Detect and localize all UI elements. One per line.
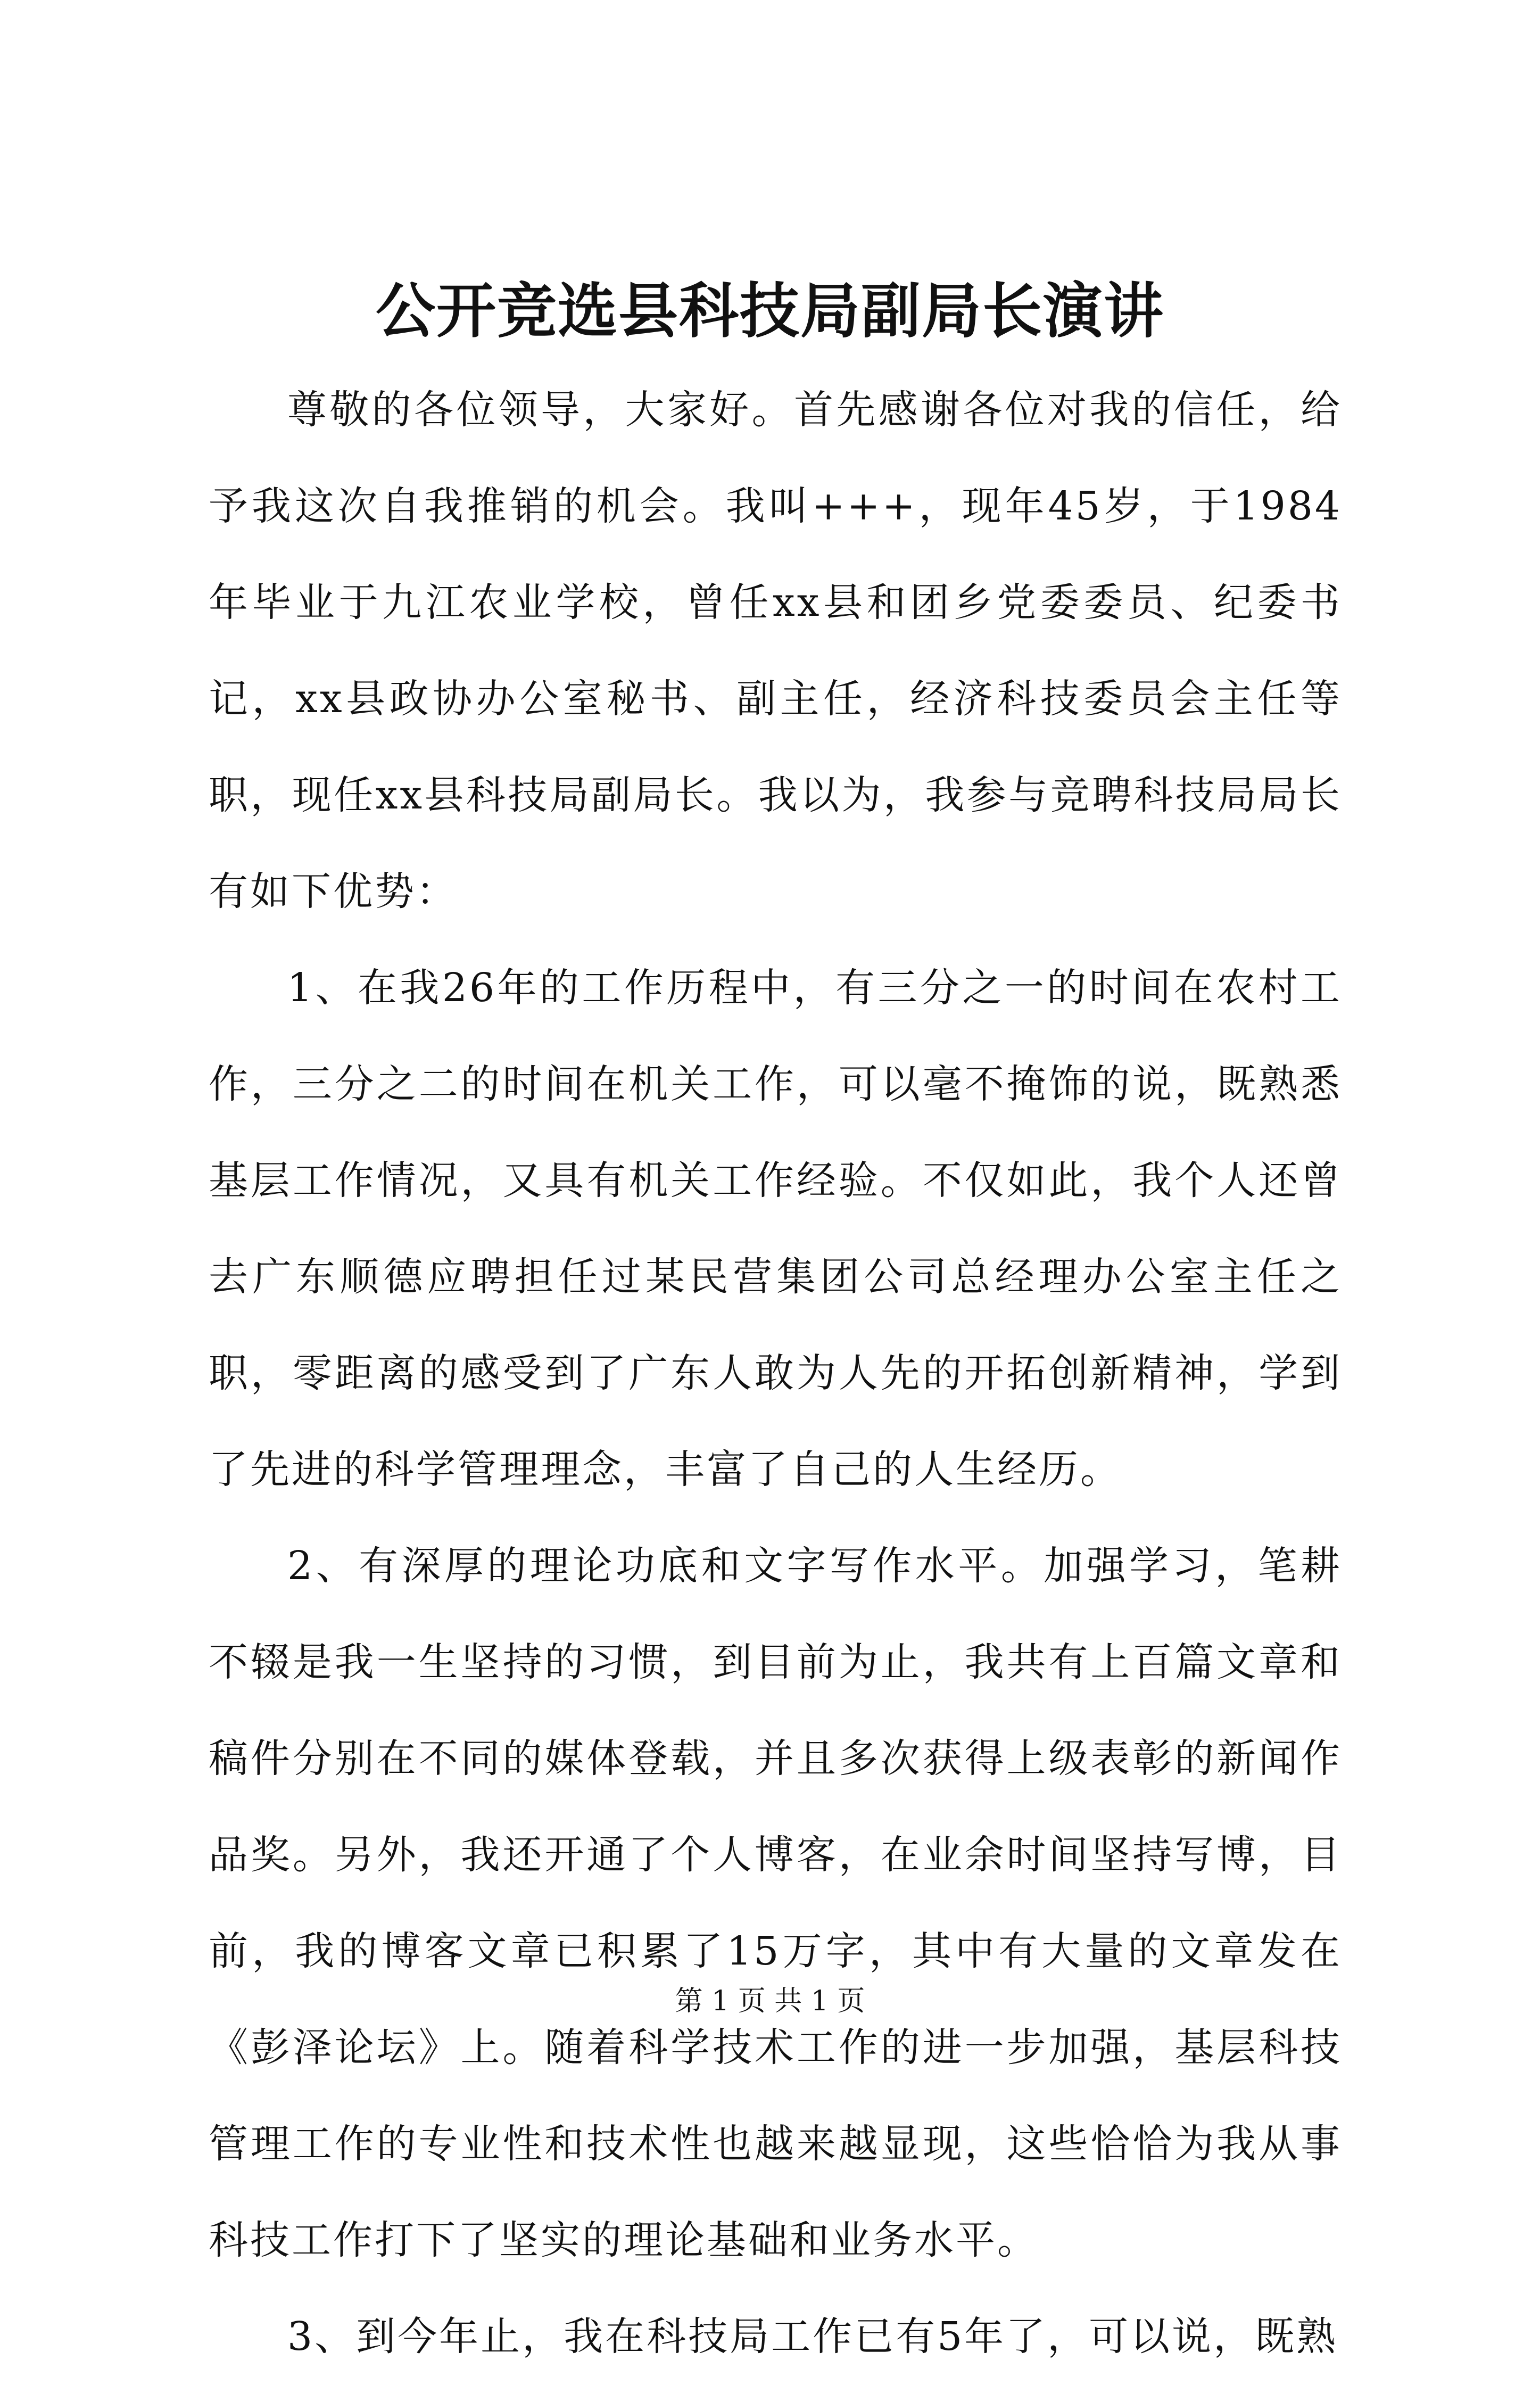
paragraph-point-3: 3、到今年止，我在科技局工作已有5年了，可以说，既熟 xyxy=(287,2314,1338,2359)
paragraph-point-2: 2、有深厚的理论功底和文字写作水平。加强学习，笔耕不辍是我一生坚持的习惯，到目前为止，我共有上百篇文章和稿件分别在不同的媒体登载，并且多次获得上级表彰的新闻作品奖。另外，我还开通了个人博客，在业余时间坚持写博，目前，我的博客文章已积累了15万字，其中有大量的文章发在《彭泽论坛》上。随着科学技术工作的进一步加强，基层科技管理工作的专业性和技术性也越来越显现，这些恰恰为我从事科技工作打下了坚实的理论基础和业务水平。 xyxy=(209,1543,1342,2263)
page-footer: 第 1 页 共 1 页 xyxy=(675,1985,865,2017)
paragraph-intro: 尊敬的各位领导，大家好。首先感谢各位对我的信任，给予我这次自我推销的机会。我叫+++，现年45岁，于1984年毕业于九江农业学校，曾任xx县和团乡党委委员、纪委书记，xx县政协办公室秘书、副主任，经济科技委员会主任等职，现任xx县科技局副局长。我以为，我参与竞聘科技局局长有如下优势： xyxy=(209,387,1342,914)
document-body xyxy=(209,362,1342,2385)
paragraph-point-1: 1、在我26年的工作历程中，有三分之一的时间在农村工作，三分之二的时间在机关工作，可以毫不掩饰的说，既熟悉基层工作情况，又具有机关工作经验。不仅如此，我个人还曾去广东顺德应聘担任过某民营集团公司总经理办公室主任之职，零距离的感受到了广东人敢为人先的开拓创新精神，学到了先进的科学管理理念，丰富了自己的人生经历。 xyxy=(209,965,1342,1492)
document-title: 公开竞选县科技局副局长演讲 xyxy=(376,276,1164,346)
